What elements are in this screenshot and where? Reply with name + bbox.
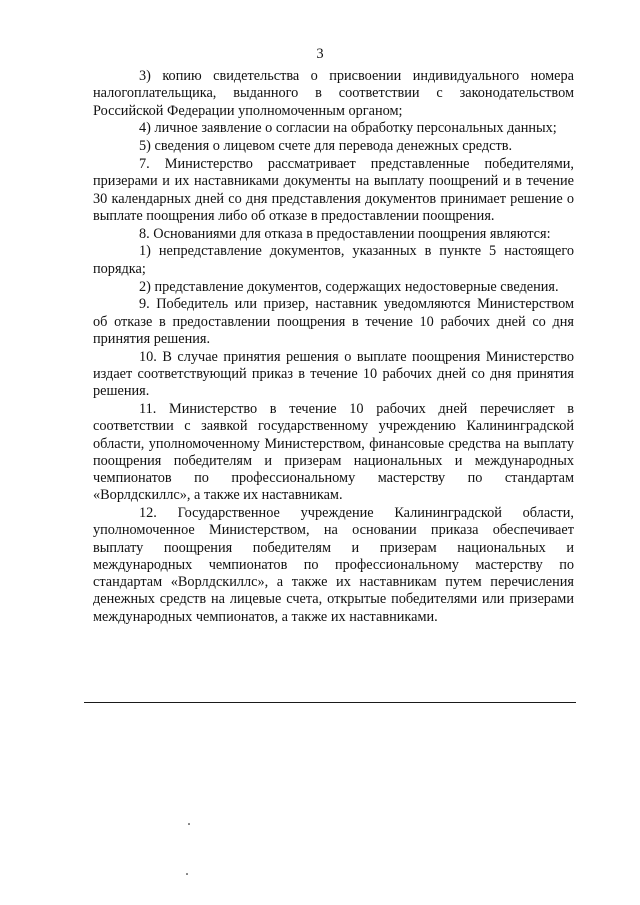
scan-speck [188,823,190,825]
page-number: 3 [316,46,324,62]
scan-speck [186,873,188,875]
paragraph-clause-10: 10. В случае принятия решения о выплате поощрения Министерство издает соответствующий приказ в течение 10 рабочих дней со дня принятия решения. [93,348,574,400]
paragraph-clause-8-item-2: 2) представление документов, содержащих недостоверные сведения. [139,278,559,295]
paragraph-clause-9: 9. Победитель или призер, наставник уведомляются Министерством об отказе в предоставлении поощрения в течение 10 рабочих дней со дня принятия решения. [93,296,574,347]
paragraph-clause-12: 12. Государственное учреждение Калининградской области, уполномоченное Министерством, на основании приказа обеспечивает выплату поощрения победителям и призерам национальных и международных чемпионатов по профессиональному мастерству по стандартам «Ворлдскиллс», а также их наставникам путем перечисления денежных средств на лицевые счета, открытые победителями или призерами международных чемпионатов, а также их наставниками. [93,505,574,625]
paragraph-item-5-account-info: 5) сведения о лицевом счете для перевода денежных средств. [139,138,513,155]
paragraph-clause-8: 8. Основаниями для отказа в предоставлении поощрения являются: [139,225,551,242]
paragraph-clause-7: 7. Министерство рассматривает представленные победителями, призерами и их наставниками документы на выплату поощрений и в течение 30 календарных дней со дня представления документов принимает решение о выплате поощрения либо об отказе в предоставлении поощрения. [93,156,574,224]
paragraph-clause-8-item-1: 1) непредставление документов, указанных в пункте 5 настоящего порядка; [93,243,574,277]
paragraph-item-3-tin-copy: 3) копию свидетельства о присвоении индивидуального номера налогоплательщика, выданного в соответствии с законодательством Российской Федерации уполномоченным органом; [93,68,574,119]
paragraph-clause-11: 11. Министерство в течение 10 рабочих дней перечисляет в соответствии с заявкой государственному учреждению Калининградской области, уполномоченному Министерством, финансовые средства на выплату поощрения победителям и призерам национальных и международных чемпионатов по профессиональному мастерству по стандартам «Ворлдскиллс», а также их наставникам. [93,401,574,504]
document-body [93,68,574,626]
paragraph-item-4-consent: 4) личное заявление о согласии на обработку персональных данных; [139,120,557,137]
footer-divider [84,702,576,703]
